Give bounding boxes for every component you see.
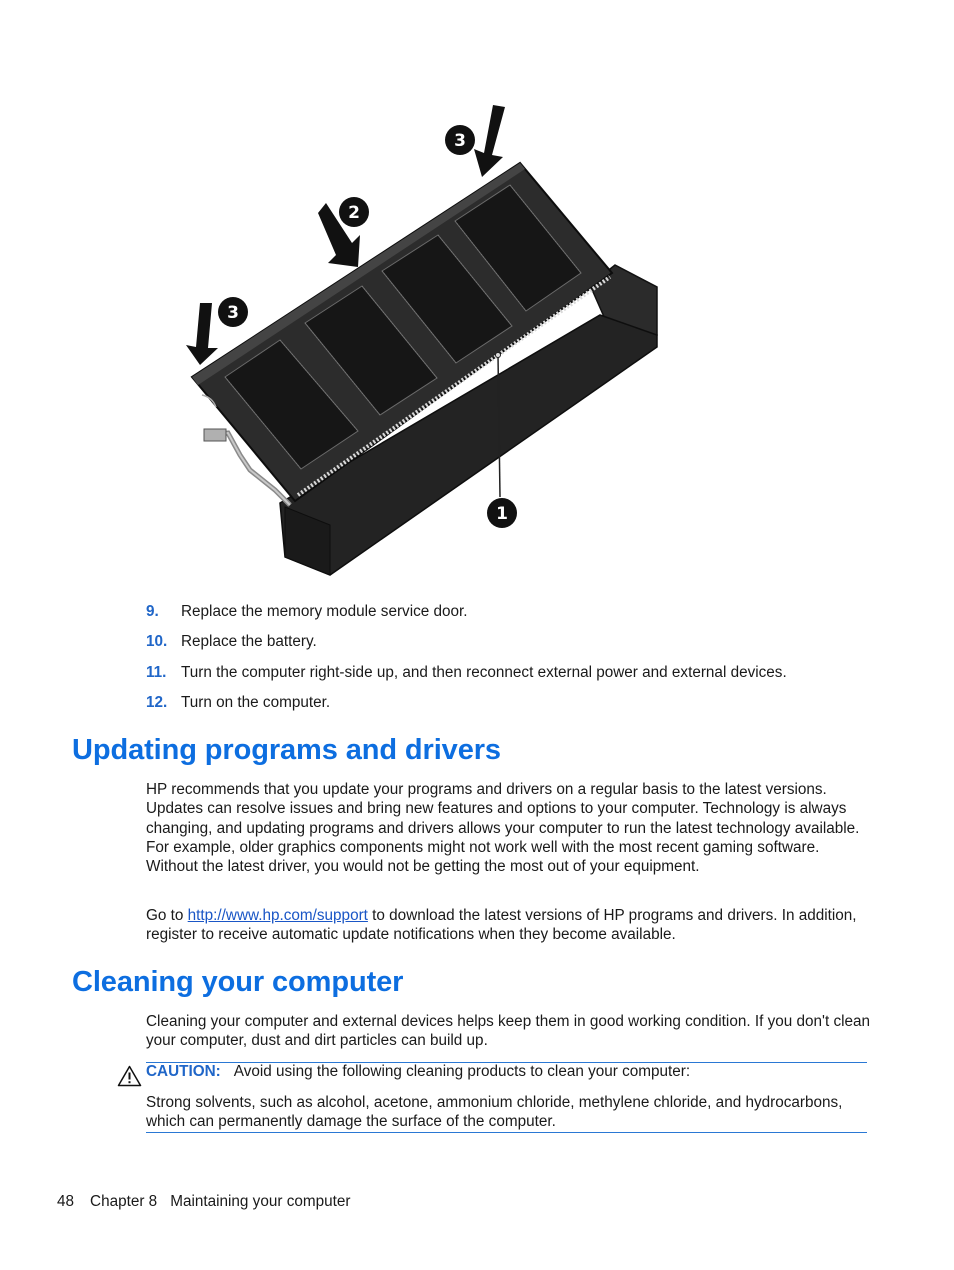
list-item <box>146 663 906 693</box>
hp-support-link[interactable]: http://www.hp.com/support <box>187 907 368 924</box>
page-footer <box>57 1192 350 1211</box>
section-heading-updating: Updating programs and drivers <box>72 734 501 766</box>
caution-text: Avoid using the following cleaning products to clean your computer: <box>233 1063 691 1080</box>
numbered-steps <box>146 602 906 723</box>
svg-text:2: 2 <box>348 203 360 223</box>
memory-module-drawing <box>180 95 670 585</box>
step-text: Turn the computer right-side up, and then reconnect external power and external devices. <box>181 663 787 681</box>
footer-chapter: Chapter 8 <box>90 1193 158 1210</box>
step-text: Replace the memory module service door. <box>181 603 468 620</box>
page-number: 48 <box>57 1193 75 1210</box>
solvents-paragraph: Strong solvents, such as alcohol, acetone, ammonium chloride, methylene chloride, and hydrocarbons, which can permanently damage the surface of the computer. <box>146 1094 843 1131</box>
cleaning-paragraph: Cleaning your computer and external devices helps keep them in good working condition. If you don't clean your computer, dust and dirt particles can build up. <box>146 1013 871 1050</box>
step-number: 10. <box>146 633 168 651</box>
caution-bottom-rule <box>146 1132 867 1133</box>
step-text: Turn on the computer. <box>181 693 331 711</box>
list-item <box>146 632 906 662</box>
caution-label: CAUTION: <box>146 1063 221 1080</box>
callout-2 <box>339 197 369 227</box>
arrow-3-left <box>186 303 218 365</box>
svg-text:3: 3 <box>454 131 466 151</box>
caution-notice <box>146 1062 690 1081</box>
step-number: 11. <box>146 663 167 681</box>
footer-chapter-title: Maintaining your computer <box>170 1193 351 1210</box>
goto-paragraph <box>146 906 874 945</box>
updating-paragraph: HP recommends that you update your programs and drivers on a regular basis to the latest versions. Updates can resolve issues and bring new features and options to your computer. Technology is always changing, and updating programs and drivers allows your computer to run the latest technology available. For example, older graphics components might not work well with the most recent gaming software. Without the latest driver, you would not be getting the most out of your equipment. <box>146 781 860 876</box>
goto-suffix: to download the latest versions of HP programs and drivers. In addition, register to receive automatic update notifications when they become available. <box>146 907 857 944</box>
svg-text:3: 3 <box>227 303 239 323</box>
step-number: 12. <box>146 693 168 711</box>
callout-3-top <box>445 125 475 155</box>
step-number: 9. <box>146 603 159 620</box>
warning-triangle-icon <box>117 1065 142 1087</box>
arrow-3-top <box>474 105 505 177</box>
list-item <box>146 602 906 632</box>
goto-prefix: Go to <box>146 907 188 924</box>
callout-1 <box>487 498 517 528</box>
callout-3-left <box>218 297 248 327</box>
svg-text:1: 1 <box>496 504 508 524</box>
step-text: Replace the battery. <box>181 633 317 651</box>
list-item <box>146 693 906 723</box>
section-heading-cleaning: Cleaning your computer <box>72 966 404 998</box>
memory-module-illustration <box>180 95 670 585</box>
